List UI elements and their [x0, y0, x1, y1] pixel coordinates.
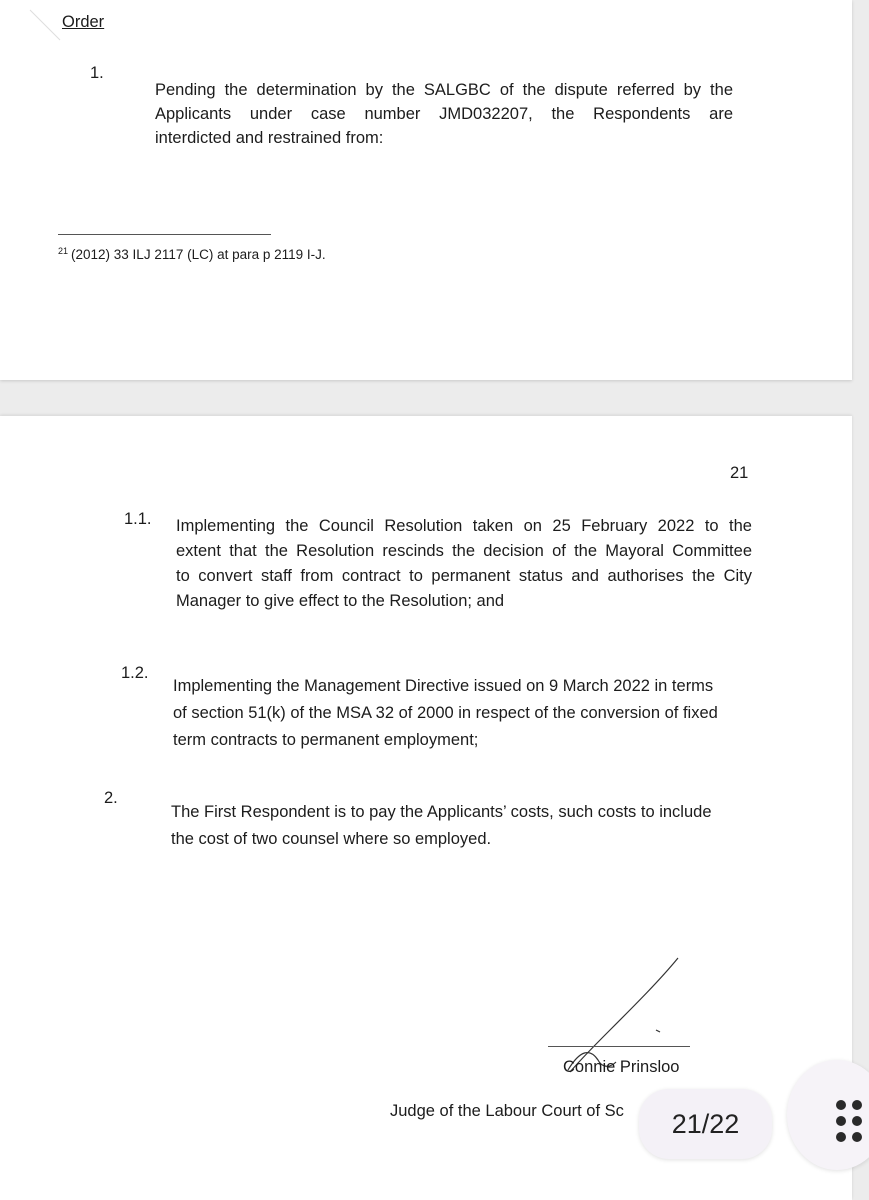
paragraph-1 [155, 78, 733, 150]
footnote [58, 246, 326, 262]
footnote-divider [58, 234, 271, 235]
paragraph-1-1-number: 1.1. [124, 510, 152, 528]
paragraph-2 [171, 799, 712, 853]
paragraph-line: The First Respondent is to pay the Applicants’ costs, such costs to include [171, 803, 712, 821]
paragraph-line: Implementing the Council Resolution taken on 25 February 2022 to the [176, 517, 752, 535]
judge-title: Judge of the Labour Court of Sc [390, 1102, 624, 1120]
order-heading: Order [62, 13, 105, 31]
paragraph-line: of section 51(k) of the MSA 32 of 2000 in respect of the conversion of fixed [173, 704, 718, 722]
paragraph-line: the cost of two counsel where so employed. [171, 830, 492, 848]
paragraph-1-number: 1. [90, 64, 104, 82]
paragraph-1-2 [173, 673, 718, 754]
footnote-marker: 21 [58, 246, 69, 256]
page-corner-mark [0, 0, 70, 70]
paragraph-line: Manager to give effect to the Resolution; and [176, 592, 505, 610]
paragraph-line: Applicants under case number JMD032207, the Respondents are [155, 105, 733, 123]
document-page-top [0, 0, 852, 380]
signature-line [548, 1046, 690, 1047]
footnote-text: (2012) 33 ILJ 2117 (LC) at para p 2119 I-J. [71, 247, 326, 262]
paragraph-1-1 [176, 514, 752, 614]
paragraph-1-2-number: 1.2. [121, 664, 149, 682]
dots-grid-icon[interactable] [836, 1100, 866, 1144]
paragraph-line: Implementing the Management Directive issued on 9 March 2022 in terms [173, 677, 714, 695]
paragraph-line: Pending the determination by the SALGBC of the dispute referred by the [155, 81, 733, 99]
page-number: 21 [730, 464, 749, 482]
paragraph-line: extent that the Resolution rescinds the decision of the Mayoral Committee [176, 542, 752, 560]
paragraph-2-number: 2. [104, 789, 118, 807]
page-indicator[interactable]: 21/22 [639, 1089, 772, 1159]
judge-name: Connie Prinsloo [563, 1058, 680, 1076]
paragraph-line: term contracts to permanent employment; [173, 731, 479, 749]
paragraph-line: to convert staff from contract to permanent status and authorises the City [176, 567, 752, 585]
paragraph-line: interdicted and restrained from: [155, 129, 384, 147]
